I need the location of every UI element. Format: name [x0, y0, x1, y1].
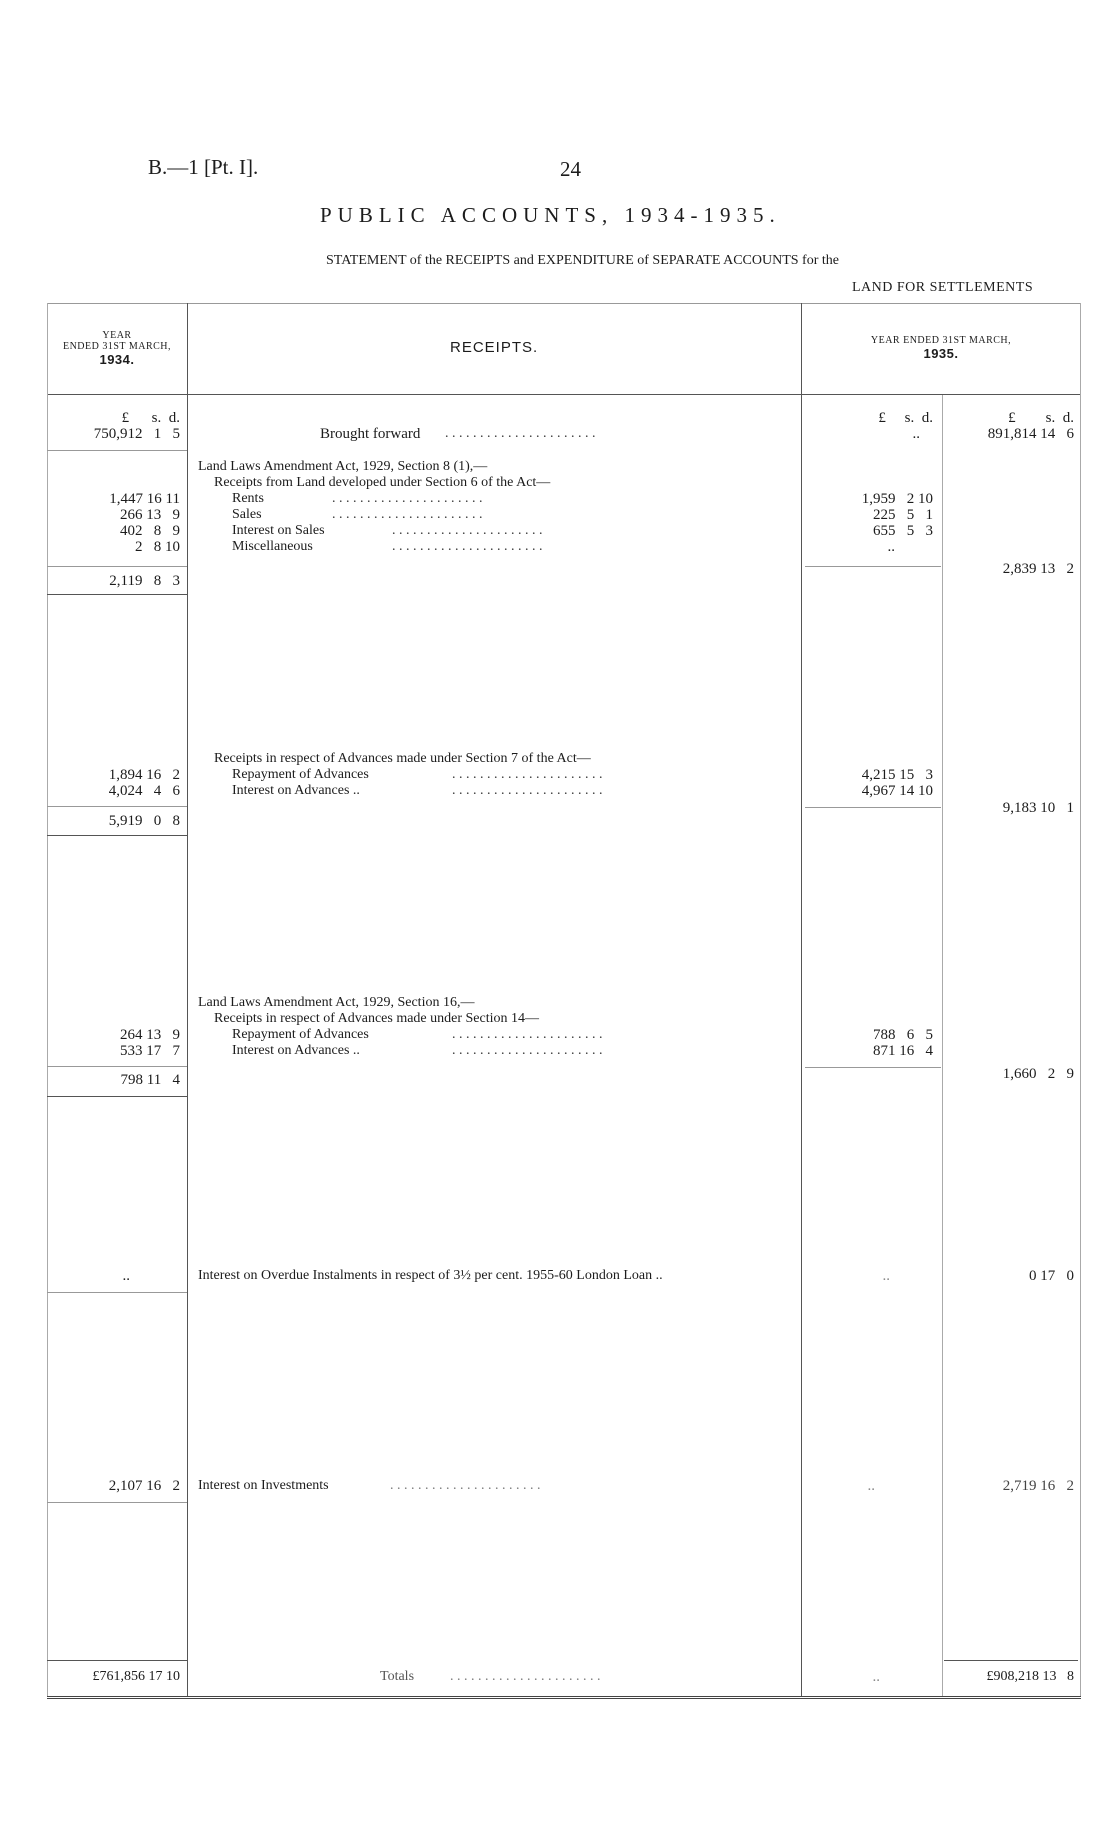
investments-curr-total: 2,719 16 2 [1002, 1478, 1074, 1494]
left-col-heading [48, 330, 186, 367]
left-col-heading-line1: YEAR [102, 330, 132, 341]
section1-row-curr: 225 5 1 [873, 507, 933, 523]
currency-header-right-total: £ s. d. [1008, 410, 1074, 426]
left-col-heading-line2: ENDED 31ST MARCH, [62, 341, 172, 352]
section1-row-prev: 1,447 16 11 [109, 491, 180, 507]
leader-dots: . . . . . . . . . . . . . . . . . . . . . . [392, 523, 543, 538]
rule [805, 1067, 941, 1068]
section1-subheading: Receipts from Land developed under Section 6 of the Act— [214, 475, 551, 490]
section1-row-prev: 2 8 10 [135, 539, 180, 555]
page-number: 24 [560, 157, 581, 181]
overdue-label: Interest on Overdue Instalments in respect of 3½ per cent. 1955-60 London Loan .. [198, 1268, 663, 1283]
investments-curr-detail: .. [867, 1478, 875, 1494]
section3-row-prev: 533 17 7 [120, 1043, 180, 1059]
investments-prev: 2,107 16 2 [108, 1478, 180, 1494]
rule [47, 1292, 187, 1293]
leader-dots: . . . . . . . . . . . . . . . . . . . . . . [332, 491, 483, 506]
right-col-year: 1935. [923, 346, 959, 361]
section3-row-curr: 871 16 4 [873, 1043, 933, 1059]
receipts-heading: RECEIPTS. [450, 339, 539, 356]
section3-row-label: Repayment of Advances [232, 1027, 369, 1042]
section3-subheading: Receipts in respect of Advances made under Section 14— [214, 1011, 540, 1026]
col-divider-3 [942, 395, 943, 1696]
currency-header-right-detail: £ s. d. [878, 410, 933, 426]
section2-row-label: Repayment of Advances [232, 767, 369, 782]
rule [805, 566, 941, 567]
brought-forward-curr-detail: .. [912, 426, 920, 442]
rule [47, 1066, 187, 1067]
col-divider-2 [801, 303, 802, 1696]
section1-row-label: Miscellaneous [232, 539, 313, 554]
rule [47, 1660, 187, 1661]
brought-forward-label: Brought forward [320, 426, 421, 442]
section1-row-curr: 1,959 2 10 [861, 491, 933, 507]
leader-dots: . . . . . . . . . . . . . . . . . . . . . . [450, 1669, 601, 1684]
leader-dots: . . . . . . . . . . . . . . . . . . . . . . [452, 783, 603, 798]
section2-row-label: Interest on Advances .. [232, 783, 360, 798]
section2-row-prev: 4,024 4 6 [108, 783, 180, 799]
rule [944, 1660, 1078, 1661]
section3-curr-total: 1,660 2 9 [1002, 1066, 1074, 1082]
section1-prev-total: 2,119 8 3 [109, 573, 180, 589]
section2-row-prev: 1,894 16 2 [108, 767, 180, 783]
brought-forward-prev: 750,912 1 5 [93, 426, 180, 442]
section3-row-curr: 788 6 5 [873, 1027, 933, 1043]
statement-subtitle: LAND FOR SETTLEMENTS [852, 280, 1034, 295]
rule [47, 1502, 187, 1503]
section1-row-label: Rents [232, 491, 264, 506]
overdue-curr-detail: .. [882, 1268, 890, 1284]
rule [47, 806, 187, 807]
table-bottom-rule [47, 1696, 1081, 1699]
section1-row-curr: .. [887, 539, 895, 555]
statement-line: STATEMENT of the RECEIPTS and EXPENDITURE of SEPARATE ACCOUNTS for the [326, 253, 839, 268]
section3-row-prev: 264 13 9 [120, 1027, 180, 1043]
rule [47, 450, 187, 451]
overdue-curr-total: 0 17 0 [1029, 1268, 1074, 1284]
right-col-heading [802, 335, 1080, 361]
left-col-year: 1934. [99, 352, 135, 367]
right-col-heading-line1: YEAR ENDED 31ST MARCH, [870, 335, 1012, 346]
rule [47, 835, 187, 836]
header-bottom-rule [47, 394, 1081, 395]
leader-dots: . . . . . . . . . . . . . . . . . . . . . . [452, 767, 603, 782]
right-border [1080, 303, 1081, 1696]
totals-curr-total: £908,218 13 8 [986, 1669, 1074, 1684]
section2-prev-total: 5,919 0 8 [108, 813, 180, 829]
section1-row-label: Interest on Sales [232, 523, 325, 538]
investments-label: Interest on Investments [198, 1478, 329, 1493]
col-divider-1 [187, 303, 188, 1696]
leader-dots: . . . . . . . . . . . . . . . . . . . . . . [452, 1043, 603, 1058]
leader-dots: . . . . . . . . . . . . . . . . . . . . . . [452, 1027, 603, 1042]
rule [47, 594, 187, 595]
section1-row-label: Sales [232, 507, 262, 522]
overdue-prev: .. [122, 1268, 130, 1284]
rule [47, 1096, 187, 1097]
section3-heading: Land Laws Amendment Act, 1929, Section 16,— [198, 995, 475, 1010]
rule [805, 807, 941, 808]
brought-forward-curr-total: 891,814 14 6 [987, 426, 1074, 442]
section2-curr-total: 9,183 10 1 [1002, 800, 1074, 816]
section1-row-curr: 655 5 3 [873, 523, 933, 539]
section3-row-label: Interest on Advances .. [232, 1043, 360, 1058]
rule [47, 566, 187, 567]
page-title: PUBLIC ACCOUNTS, 1934-1935. [320, 203, 781, 227]
section2-row-curr: 4,967 14 10 [861, 783, 933, 799]
section2-row-curr: 4,215 15 3 [861, 767, 933, 783]
section1-row-prev: 402 8 9 [120, 523, 180, 539]
leader-dots: . . . . . . . . . . . . . . . . . . . . . . [332, 507, 483, 522]
leader-dots: . . . . . . . . . . . . . . . . . . . . . . [445, 426, 596, 441]
totals-curr-detail: .. [872, 1669, 880, 1685]
totals-label: Totals [380, 1669, 415, 1684]
currency-header-left: £ s. d. [121, 410, 180, 426]
leader-dots: . . . . . . . . . . . . . . . . . . . . . . [392, 539, 543, 554]
leader-dots: . . . . . . . . . . . . . . . . . . . . . . [390, 1478, 541, 1493]
table-top-rule [47, 303, 1081, 304]
section2-subheading: Receipts in respect of Advances made under Section 7 of the Act— [214, 751, 591, 766]
left-border [47, 303, 48, 1696]
section1-curr-total: 2,839 13 2 [1002, 561, 1074, 577]
section1-heading: Land Laws Amendment Act, 1929, Section 8 (1),— [198, 459, 488, 474]
section1-row-prev: 266 13 9 [120, 507, 180, 523]
page-reference: B.—1 [Pt. I]. [148, 155, 259, 179]
section3-prev-total: 798 11 4 [120, 1072, 180, 1088]
totals-prev: £761,856 17 10 [92, 1669, 180, 1684]
